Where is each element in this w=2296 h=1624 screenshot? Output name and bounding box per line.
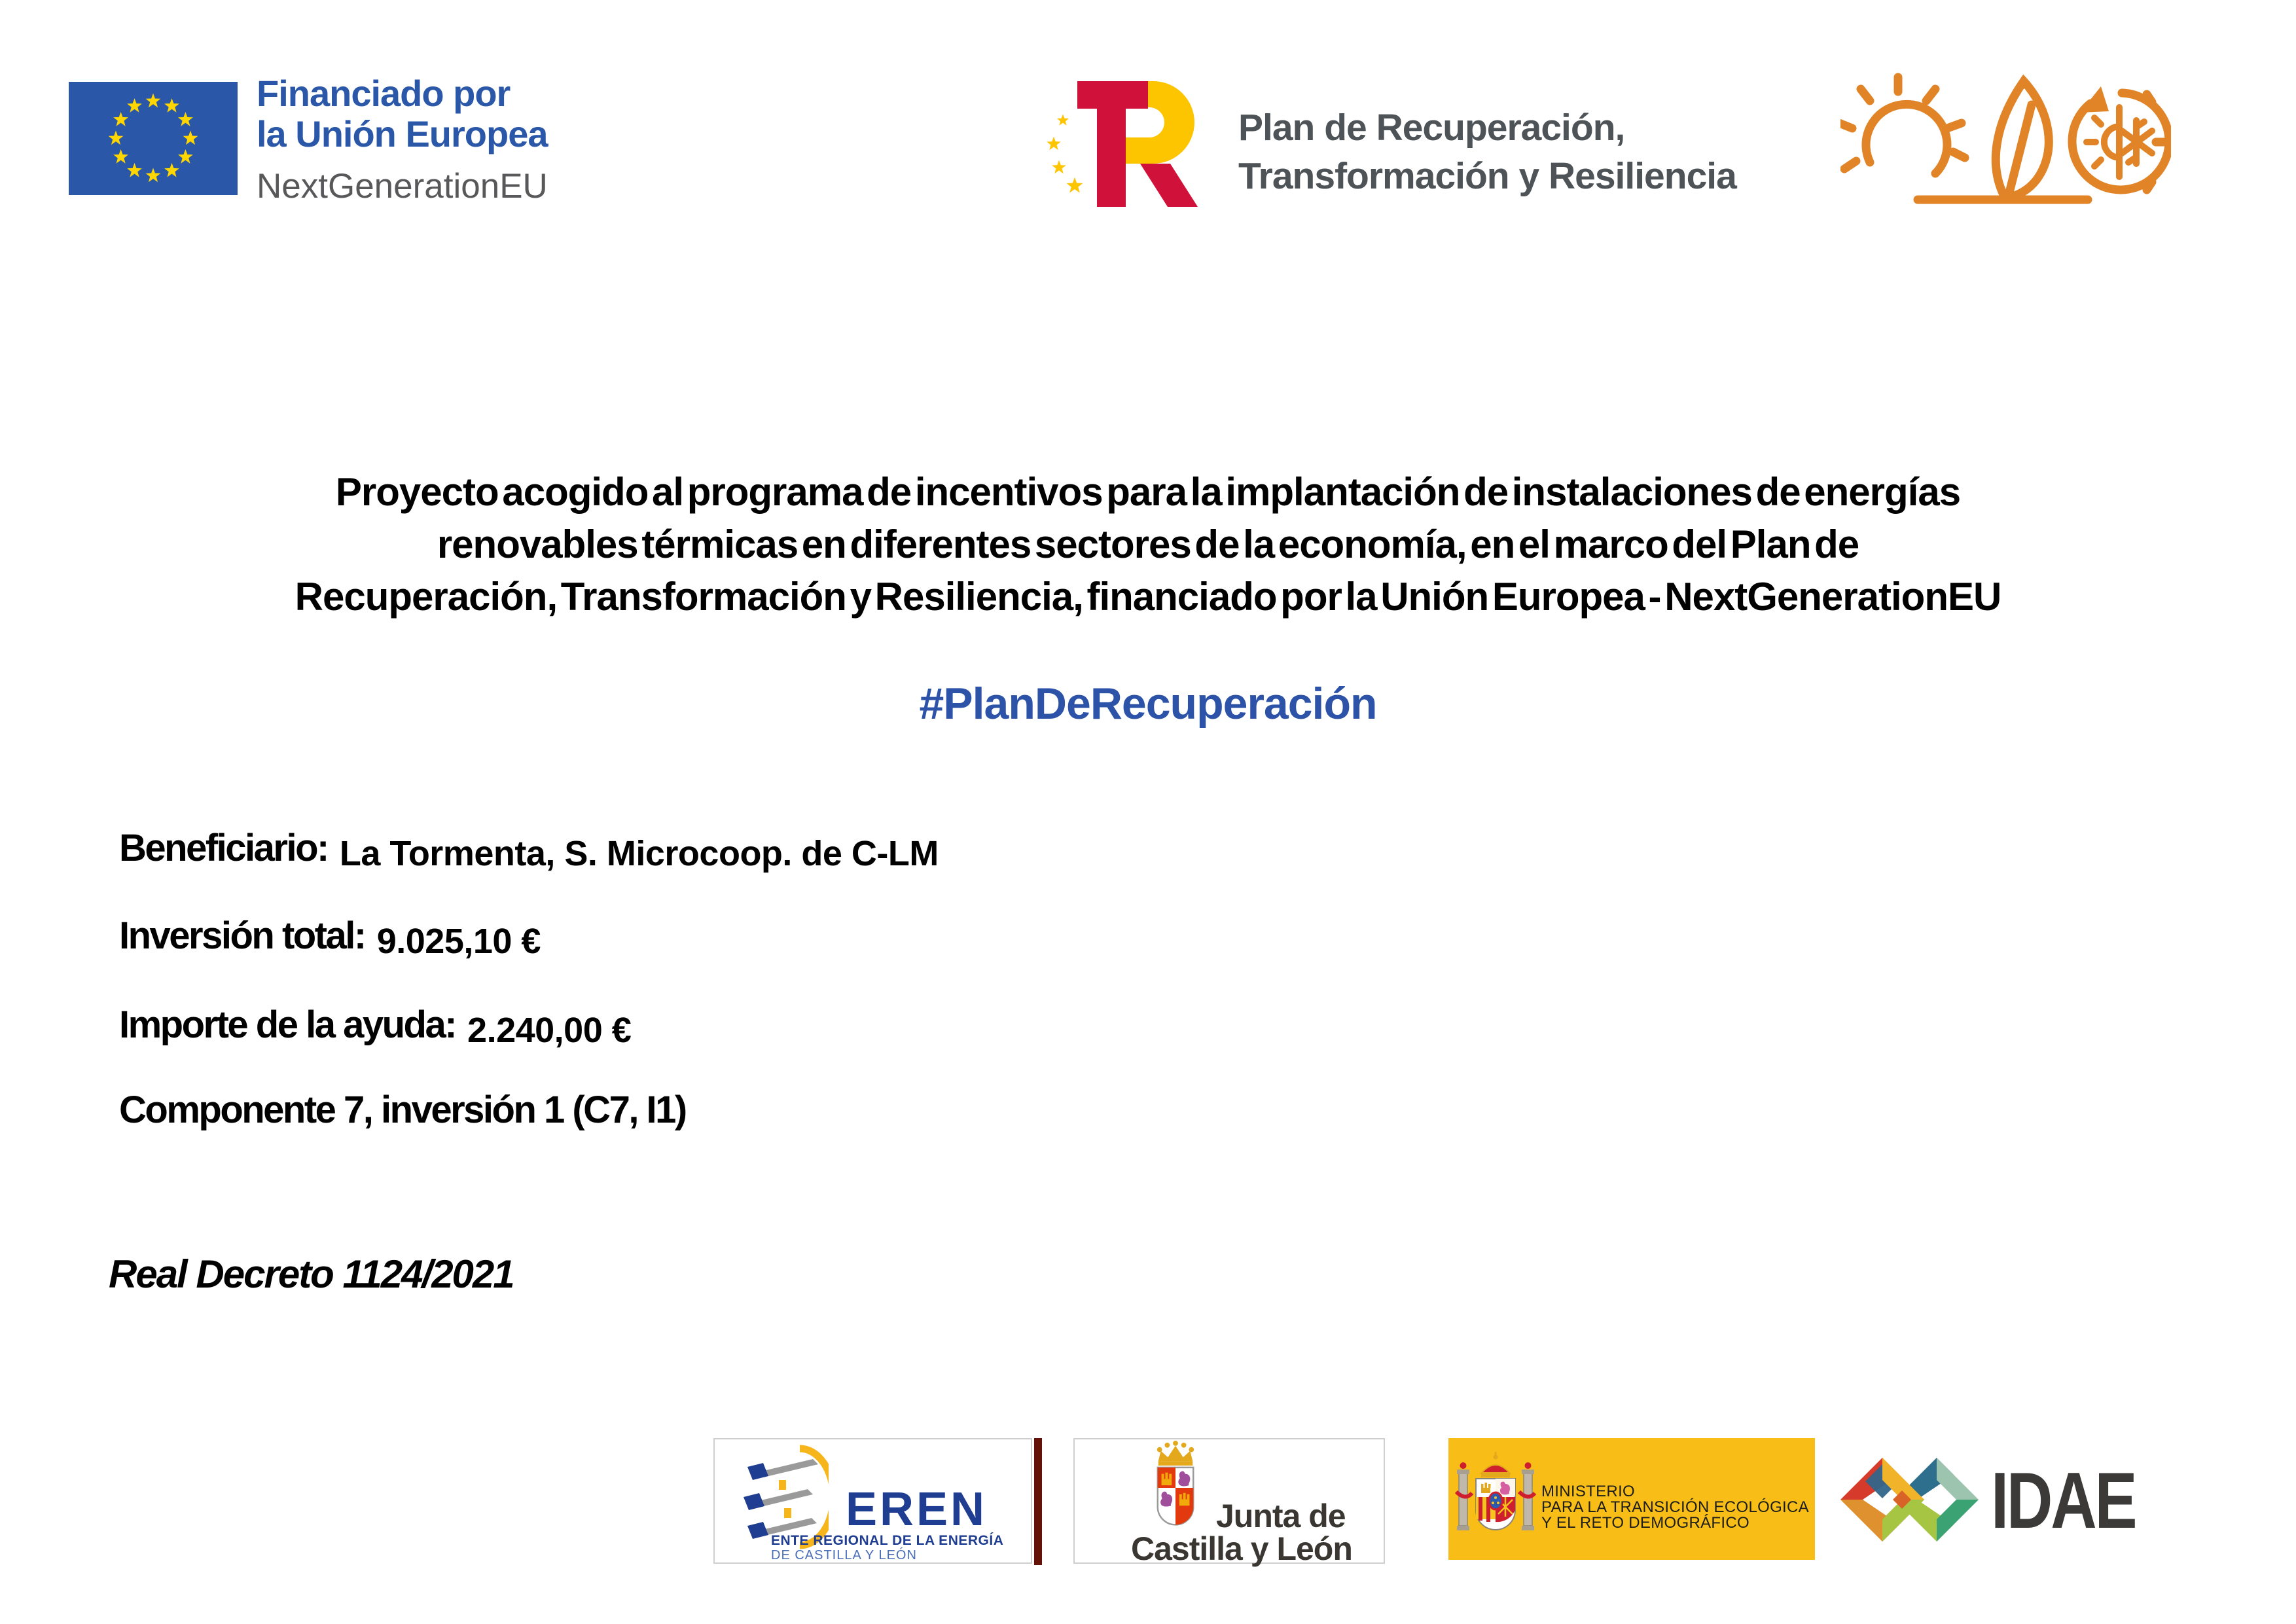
component-row [119, 1088, 686, 1132]
eu-funding-line3: NextGenerationEU [257, 167, 548, 206]
prtr-tr-logo-icon [1045, 76, 1202, 213]
eu-flag-icon [69, 82, 238, 195]
project-description [199, 466, 2097, 623]
aid-amount-row [119, 1003, 632, 1050]
total-investment-label: Inversión total: [119, 914, 365, 957]
junta-castilla-leon-logo [1073, 1438, 1385, 1567]
project-description-line3: Recuperación, Transformación y Resiliencia, financiado por la Unión Europea - NextGenerationEU [295, 575, 2001, 619]
eren-subtitle-line1: ENTE REGIONAL DE LA ENERGÍA [771, 1533, 1004, 1548]
junta-wordmark-line2: Castilla y León [1131, 1530, 1352, 1567]
aid-amount-label: Importe de la ayuda: [119, 1003, 456, 1046]
idae-logo [1839, 1440, 2206, 1561]
eren-subtitle-line2: DE CASTILLA Y LEÓN [771, 1548, 917, 1562]
eu-funding-wordmark [257, 73, 548, 204]
junta-coat-of-arms-icon [1145, 1441, 1206, 1534]
spain-coat-of-arms-icon [1455, 1451, 1536, 1545]
ministry-wordmark [1541, 1484, 1809, 1531]
prtr-line1: Plan de Recuperación, [1238, 107, 1625, 149]
eren-logo [713, 1438, 1032, 1564]
ministry-logo [1448, 1438, 1815, 1560]
renewable-thermal-icon [1840, 64, 2171, 208]
beneficiary-value: La Tormenta, S. Microcoop. de C-LM [339, 834, 939, 873]
idae-ribbons-icon [1839, 1440, 1980, 1559]
aid-amount-value: 2.240,00 € [467, 1011, 632, 1050]
total-investment-value: 9.025,10 € [376, 922, 541, 961]
total-investment-row [119, 914, 541, 961]
junta-wordmark-line1: Junta de [1216, 1498, 1346, 1534]
eren-wordmark: EREN [846, 1483, 988, 1536]
recovery-plan-hashtag: #PlanDeRecuperación [919, 679, 1377, 729]
footer-divider-bar [1034, 1438, 1042, 1565]
beneficiary-row [119, 826, 939, 873]
eu-funding-line1: Financiado por [257, 73, 511, 114]
idae-wordmark: IDAE [1991, 1456, 2136, 1545]
project-description-line1: Proyecto acogido al programa de incentivos para la implantación de instalaciones de energías [335, 470, 1961, 514]
prtr-wordmark [1238, 103, 1736, 200]
eu-funding-line2: la Unión Europea [257, 113, 548, 154]
royal-decree-reference: Real Decreto 1124/2021 [109, 1252, 514, 1296]
component-label: Componente 7, inversión 1 (C7, I1) [119, 1089, 686, 1131]
ministry-line2: PARA LA TRANSICIÓN ECOLÓGICA [1541, 1498, 1809, 1516]
project-description-line2: renovables térmicas en diferentes sectores de la economía, en el marco del Plan de [437, 522, 1859, 566]
ministry-line3: Y EL RETO DEMOGRÁFICO [1541, 1514, 1749, 1532]
ministry-line1: MINISTERIO [1541, 1483, 1636, 1500]
prtr-line2: Transformación y Resiliencia [1238, 155, 1736, 197]
beneficiary-label: Beneficiario: [119, 827, 328, 869]
